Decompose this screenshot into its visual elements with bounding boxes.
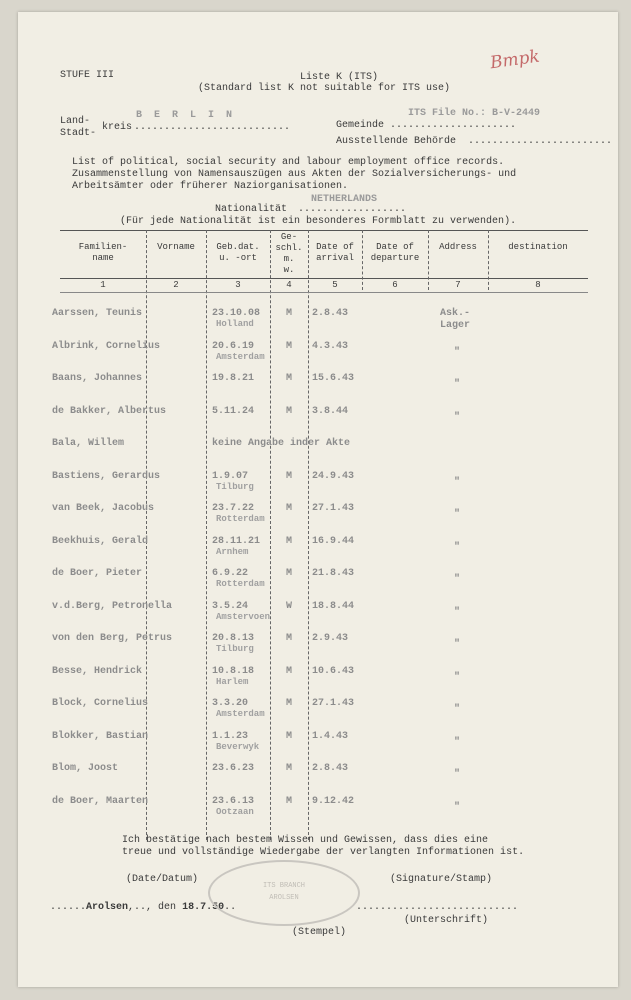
- liste-subtitle: (Standard list K not suitable for ITS use): [198, 83, 451, 94]
- confirmation-line-2: treue und vollständige Wiedergabe der verlangten Informationen ist.: [122, 847, 525, 858]
- row-birth-place: Rotterdam: [216, 579, 265, 589]
- row-birth-place: Beverwyk: [216, 742, 260, 752]
- row-sex: M: [286, 308, 293, 319]
- table-row: [18, 536, 618, 557]
- row-arrival: 1.4.43: [312, 731, 349, 742]
- kreis-value: B E R L I N: [136, 110, 236, 121]
- row-address-2: Lager: [440, 320, 471, 331]
- row-name: Albrink, Cornelius: [52, 341, 161, 352]
- header-geschlecht: Ge- schl. m. w.: [275, 232, 303, 275]
- row-address-ditto: ": [454, 574, 461, 585]
- handwritten-mark: Bmpk: [488, 46, 541, 74]
- row-sex: M: [286, 568, 293, 579]
- row-sex: M: [286, 373, 293, 384]
- row-arrival: 2.8.43: [312, 308, 349, 319]
- table-row: [18, 633, 618, 654]
- table-row: [18, 438, 618, 452]
- row-birth-place: Tilburg: [216, 644, 254, 654]
- row-arrival: 16.9.44: [312, 536, 355, 547]
- row-address-ditto: ": [454, 542, 461, 553]
- stamp-text-2: AROLSEN: [269, 894, 299, 902]
- row-arrival: 2.9.43: [312, 633, 349, 644]
- its-file-number: ITS File No.: B-V-2449: [408, 108, 541, 119]
- row-birth-place: Amsterdam: [216, 709, 265, 719]
- table-row: [18, 731, 618, 752]
- row-arrival: 18.8.44: [312, 601, 355, 612]
- row-sex: W: [286, 601, 293, 612]
- row-name: de Bakker, Albertus: [52, 406, 167, 417]
- stamp-text-1: ITS BRANCH: [262, 882, 305, 890]
- row-birth-date: 1.9.07: [212, 471, 249, 482]
- row-birth-place: Rotterdam: [216, 514, 265, 524]
- table-row: [18, 763, 618, 780]
- header-num-1: 1: [100, 280, 106, 290]
- row-sex: M: [286, 406, 293, 417]
- row-sex: M: [286, 666, 293, 677]
- header-num-4: 4: [286, 280, 292, 290]
- nationality-value: NETHERLANDS: [311, 194, 378, 205]
- row-arrival: 10.6.43: [312, 666, 355, 677]
- table-row: [18, 666, 618, 687]
- land-label-1: Land-: [60, 116, 91, 127]
- row-sex: M: [286, 698, 293, 709]
- row-address-ditto: ": [454, 379, 461, 390]
- row-birth-date: keine Angabe inder Akte: [212, 438, 351, 449]
- header-address: Address: [439, 242, 477, 252]
- table-row: [18, 698, 618, 719]
- place-value: Arolsen: [86, 902, 129, 913]
- row-address-ditto: ": [454, 672, 461, 683]
- row-name: Bastiens, Gerardus: [52, 471, 161, 482]
- row-name: de Boer, Pieter: [52, 568, 143, 579]
- table-row: [18, 796, 618, 817]
- row-birth-place: Holland: [216, 319, 254, 329]
- row-address-ditto: ": [454, 412, 461, 423]
- header-departure: Date of departure: [370, 242, 420, 263]
- row-address-ditto: ": [454, 347, 461, 358]
- row-arrival: 15.6.43: [312, 373, 355, 384]
- row-address-ditto: ": [454, 737, 461, 748]
- header-geburt: Geb.dat. u. -ort: [216, 242, 260, 263]
- table-row: [18, 308, 618, 331]
- row-address-ditto: ": [454, 769, 461, 780]
- row-address-ditto: ": [454, 704, 461, 715]
- row-birth-date: 23.10.08: [212, 308, 261, 319]
- row-birth-place: Tilburg: [216, 482, 254, 492]
- row-birth-date: 10.8.18: [212, 666, 255, 677]
- gemeinde-dots: .....................: [390, 120, 517, 131]
- row-birth-date: 3.5.24: [212, 601, 249, 612]
- header-num-6: 6: [392, 280, 398, 290]
- table-header-rule: [60, 278, 588, 279]
- signature-dots: ...........................: [356, 902, 519, 913]
- kreis-dots: ..........................: [134, 122, 291, 133]
- place-prefix: ......: [50, 902, 87, 913]
- table-top-rule: [60, 230, 588, 231]
- row-address-ditto: ": [454, 477, 461, 488]
- row-arrival: 27.1.43: [312, 503, 355, 514]
- row-birth-date: 20.8.13: [212, 633, 255, 644]
- signature-label: (Signature/Stamp): [390, 874, 493, 885]
- unterschrift-label: (Unterschrift): [404, 915, 489, 926]
- nationality-dots: ..................: [298, 204, 407, 215]
- nationality-label: Nationalität: [215, 204, 288, 215]
- row-birth-date: 6.9.22: [212, 568, 249, 579]
- row-name: Aarssen, Teunis: [52, 308, 143, 319]
- header-num-5: 5: [332, 280, 338, 290]
- table-row: [18, 406, 618, 423]
- row-birth-date: 23.7.22: [212, 503, 255, 514]
- row-birth-date: 20.6.19: [212, 341, 255, 352]
- row-sex: M: [286, 796, 293, 807]
- liste-title: Liste K (ITS): [300, 72, 379, 83]
- row-name: Besse, Hendrick: [52, 666, 143, 677]
- row-name: Baans, Johannes: [52, 373, 143, 384]
- row-birth-place: Harlem: [216, 677, 249, 687]
- place-date-line: [50, 902, 236, 913]
- stufe-label: STUFE III: [60, 70, 115, 81]
- row-name: Blom, Joost: [52, 763, 119, 774]
- table-row: [18, 471, 618, 492]
- table-row: [18, 503, 618, 524]
- intro-line-3: Arbeitsämter oder früherer Naziorganisationen.: [72, 181, 349, 192]
- table-row: [18, 568, 618, 589]
- row-name: Bala, Willem: [52, 438, 125, 449]
- date-label: (Date/Datum): [126, 874, 199, 885]
- kreis-label: kreis: [102, 122, 133, 133]
- row-sex: M: [286, 763, 293, 774]
- row-arrival: 9.12.42: [312, 796, 355, 807]
- row-sex: M: [286, 536, 293, 547]
- row-address-ditto: ": [454, 607, 461, 618]
- header-num-3: 3: [235, 280, 241, 290]
- row-arrival: 3.8.44: [312, 406, 349, 417]
- row-name: van Beek, Jacobus: [52, 503, 155, 514]
- nationality-note: (Für jede Nationalität ist ein besonderes Formblatt zu verwenden).: [120, 216, 517, 227]
- row-address-ditto: ": [454, 802, 461, 813]
- date-value: 18.7.50: [182, 902, 225, 913]
- row-sex: M: [286, 471, 293, 482]
- row-birth-date: 5.11.24: [212, 406, 255, 417]
- ausstellende-label: Ausstellende Behörde: [336, 136, 457, 147]
- row-birth-place: Amsterdam: [216, 352, 265, 362]
- header-vorname: Vorname: [157, 242, 195, 252]
- stempel-label: (Stempel): [292, 927, 347, 938]
- document-sheet: [18, 12, 618, 987]
- row-birth-date: 3.3.20: [212, 698, 249, 709]
- row-address: Ask.-: [440, 308, 471, 319]
- row-name: Blokker, Bastian: [52, 731, 149, 742]
- header-num-2: 2: [173, 280, 179, 290]
- gemeinde-label: Gemeinde: [336, 120, 385, 131]
- row-sex: M: [286, 731, 293, 742]
- row-birth-date: 1.1.23: [212, 731, 249, 742]
- confirmation-line-1: Ich bestätige nach bestem Wissen und Gewissen, dass dies eine: [122, 835, 489, 846]
- row-arrival: 27.1.43: [312, 698, 355, 709]
- row-arrival: 21.8.43: [312, 568, 355, 579]
- table-row: [18, 373, 618, 390]
- row-address-ditto: ": [454, 509, 461, 520]
- date-suffix: ..: [224, 902, 237, 913]
- header-destination: destination: [508, 242, 568, 252]
- row-birth-place: Amstervoen: [216, 612, 271, 622]
- row-sex: M: [286, 341, 293, 352]
- header-num-7: 7: [455, 280, 461, 290]
- row-birth-place: Arnhem: [216, 547, 249, 557]
- row-birth-date: 19.8.21: [212, 373, 255, 384]
- land-label-2: Stadt-: [60, 128, 97, 139]
- header-familienname: Familien- name: [78, 242, 128, 263]
- intro-line-2: Zusammenstellung von Namensauszügen aus Akten der Sozialversicherungs- und: [72, 169, 517, 180]
- header-num-8: 8: [535, 280, 541, 290]
- row-arrival: 4.3.43: [312, 341, 349, 352]
- ausstellende-dots: ........................: [468, 136, 613, 147]
- row-sex: M: [286, 633, 293, 644]
- faded-stamp: [208, 860, 360, 926]
- table-row: [18, 341, 618, 362]
- row-birth-date: 23.6.23: [212, 763, 255, 774]
- row-address-ditto: ": [454, 639, 461, 650]
- row-birth-date: 23.6.13: [212, 796, 255, 807]
- row-birth-date: 28.11.21: [212, 536, 261, 547]
- row-name: Block, Cornelius: [52, 698, 149, 709]
- row-name: de Boer, Maarten: [52, 796, 149, 807]
- row-arrival: 2.8.43: [312, 763, 349, 774]
- row-name: von den Berg, Petrus: [52, 633, 173, 644]
- header-arrival: Date of arrival: [316, 242, 354, 263]
- row-name: v.d.Berg, Petronella: [52, 601, 173, 612]
- row-name: Beekhuis, Gerald: [52, 536, 149, 547]
- row-sex: M: [286, 503, 293, 514]
- table-number-rule: [60, 292, 588, 293]
- row-birth-place: Ootzaan: [216, 807, 254, 817]
- table-row: [18, 601, 618, 622]
- intro-line-1: List of political, social security and labour employment office records.: [72, 157, 505, 168]
- row-arrival: 24.9.43: [312, 471, 355, 482]
- place-mid: ,.., den: [128, 902, 177, 913]
